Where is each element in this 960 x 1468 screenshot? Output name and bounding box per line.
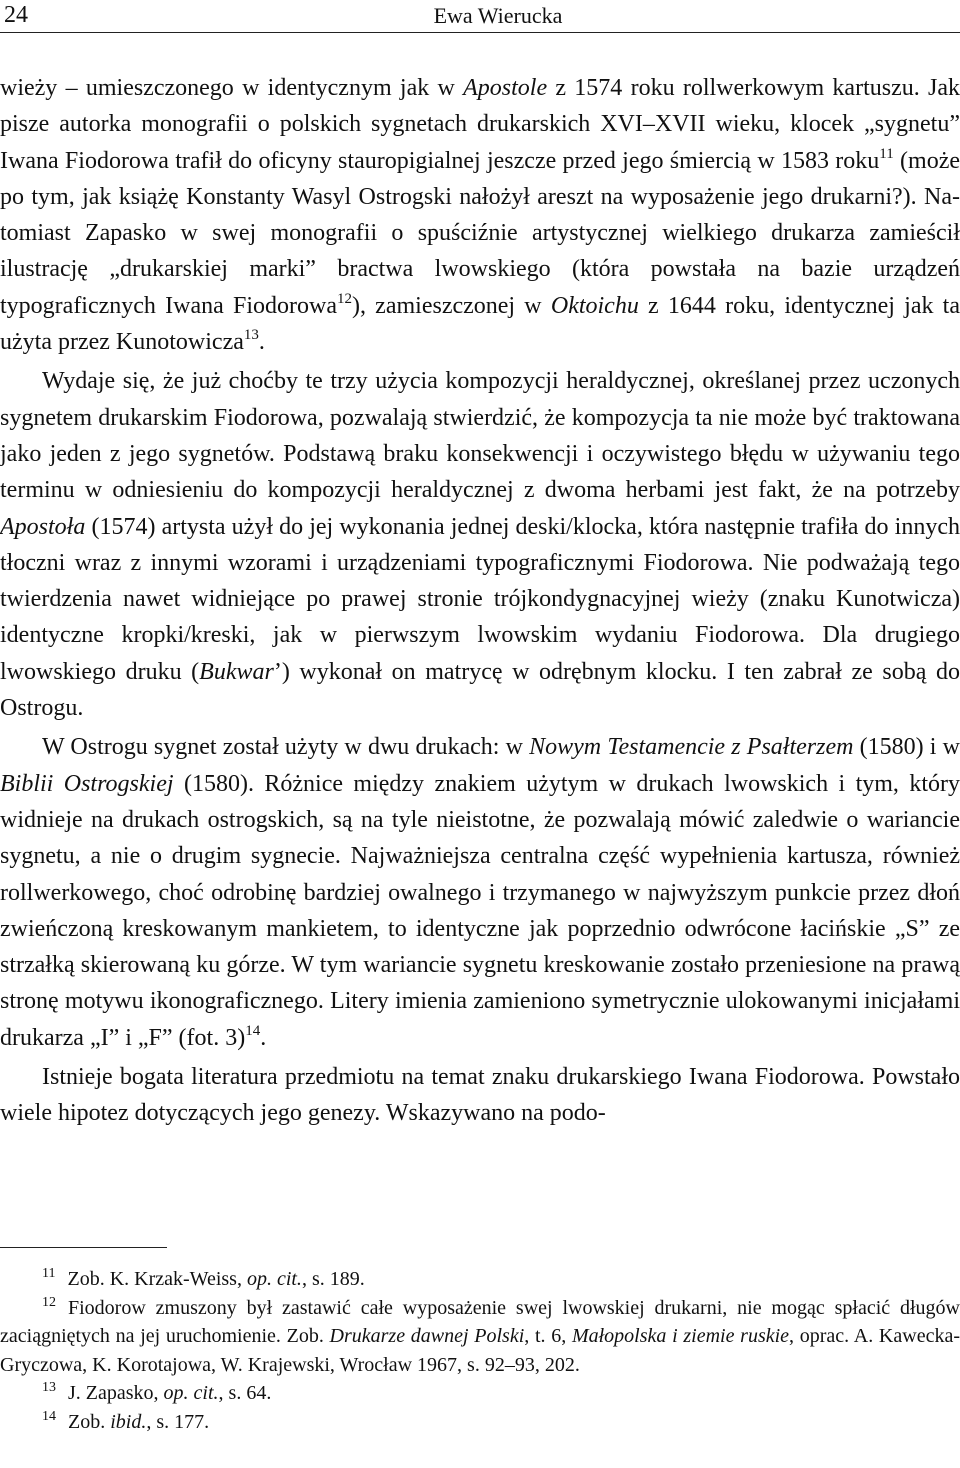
text-run: .: [260, 1024, 267, 1051]
footnote-number: 12: [42, 1294, 56, 1310]
text-run: z 1574 roku rollwerkowym kartuszu. Jak pisze autorka monografii o polskich sygnetach drukarskich XVI–XVII wieku, klocek „sygnetu” Iwana Fiodorowa trafił do oficyny stauropigialnej jeszcze przed jego śmiercią w 1583 roku: [0, 75, 960, 174]
text-run: Fiodorow zmuszony był zastawić całe wyposażenie swej lwowskiej drukarni, nie mogąc spłacić długów zaciągniętych na jej uruchomienie. Zob.: [0, 1296, 960, 1347]
footnote-number: 14: [42, 1408, 56, 1424]
paragraph-4: [0, 1059, 960, 1132]
main-text: [0, 70, 960, 1132]
italic-text: ibid.: [110, 1410, 147, 1433]
text-run: z 1644 roku, identycznej jak ta użyta przez Kunotowicza: [0, 292, 960, 356]
text-run: (1580). Różnice między znakiem użytym w drukach lwowskich i tym, który widnieje na drukach ostrogskich, są na tyle nieistotne, że pozwalają mówić zaledwie o wariancie sygnetu, a nie o drugim sygnecie. Najważniejsza centralna część wypełnienia kartusza, również rollwerkowego, choć odrobinę bardziej owalnego i trzymanego w najwyższym punkcie przez dłoń zwieńczoną kreskowanym mankietem, to identyczne jak poprzednio odwrócone łacińskie „S” ze strzałką skierowaną ku górze. W tym wariancie sygnetu kreskowanie zostało przeniesione na prawą stronę motywu ikonograficznego. Litery imienia zamieniono symetrycznie ulokowanymi inicjałami drukarza „I” i „F” (fot. 3): [0, 770, 960, 1051]
text-run: , s. 64.: [218, 1382, 272, 1404]
italic-title: Nowym Testamencie z Psałterzem: [529, 734, 854, 761]
italic-title: Apostole: [463, 75, 548, 101]
text-run: W Ostrogu sygnet został użyty w dwu drukach: w: [42, 734, 530, 761]
text-run: Zob.: [68, 1410, 111, 1433]
text-run: (1580) i w: [853, 734, 960, 761]
footnote-13: [0, 1379, 960, 1408]
italic-title: Apostoła: [0, 513, 86, 540]
running-header: [0, 0, 960, 33]
footnotes: [0, 1265, 960, 1436]
text-run: ), zamieszczonej w: [351, 292, 551, 319]
paragraph-1: [0, 70, 960, 360]
text-run: wieży – umieszczonego w identycznym jak w: [0, 75, 464, 101]
footnote-ref-13[interactable]: 13: [243, 327, 259, 344]
italic-text: op. cit.: [163, 1382, 219, 1404]
footnote-ref-11[interactable]: 11: [879, 145, 894, 162]
text-run: .: [258, 329, 265, 356]
italic-text: Małopolska i ziemie ruskie: [571, 1325, 790, 1347]
footnote-number: 13: [42, 1380, 56, 1395]
footnote-14: [0, 1408, 960, 1437]
running-head-author: Ewa Wierucka: [433, 3, 563, 28]
text-run: Wydaje się, że już choćby te trzy użycia kompozycji heraldycznej, określanej przez uczonych sygnetem drukarskim Fiodorowa, pozwalają stwierdzić, że kompozycja ta nie może być traktowana jako jeden z jego sygnetów. Podstawą braku konsekwencji i oczywistego błędu w używaniu tego terminu w odniesieniu do kompozycji heraldycznej z dwoma herbami jest fakt, że na potrzeby: [0, 368, 960, 504]
text-run: (może po tym, jak książę Konstanty Wasyl Ostrogski nałożył areszt na wyposażenie jego drukarni?). Natomiast Zapasko w swej monografii o spuściźnie artystycznej wielkiego drukarza zamieścił ilustrację „drukarskiej marki” bractwa lwowskiego (która powstała na bazie urządzeń typograficznych Iwana Fiodorowa: [0, 147, 960, 319]
text-run: , oprac. A. Kawecka-Gryczowa, K. Korotajowa, W. Krajewski, Wrocław 1967, s. 92–93, 202.: [0, 1325, 960, 1376]
text-run: , s. 177.: [146, 1410, 210, 1433]
text-run: ’) wykonał on matrycę w odrębnym klocku. I ten zabrał ze sobą do Ostrogu.: [0, 658, 960, 722]
text-run: , t. 6,: [524, 1325, 572, 1347]
text-run: , s. 189.: [301, 1268, 365, 1290]
footnote-number: 11: [42, 1266, 56, 1281]
text-run: Zob. K. Krzak-Weiss,: [67, 1268, 247, 1290]
italic-text: Drukarze dawnej Polski: [329, 1325, 525, 1347]
text-run: J. Zapasko,: [68, 1382, 164, 1404]
italic-title: Bukwar: [199, 658, 274, 685]
paragraph-2: [0, 363, 960, 726]
italic-title: Biblii Ostrogskiej: [0, 770, 174, 797]
text-run: Istnieje bogata literatura przedmiotu na temat znaku drukarskiego Iwana Fiodorowa. Powstało wiele hipotez dotyczących jego genezy. Wskazywano na podo-: [0, 1064, 960, 1127]
footnote-ref-14[interactable]: 14: [245, 1022, 261, 1039]
footnote-12: [0, 1294, 960, 1380]
footnote-11: [0, 1265, 960, 1294]
footnote-ref-12[interactable]: 12: [336, 290, 352, 307]
page-number: 24: [4, 2, 28, 28]
italic-text: op. cit.: [246, 1268, 302, 1290]
paragraph-3: [0, 729, 960, 1056]
footnote-rule: [0, 1247, 167, 1248]
italic-title: Oktoichu: [550, 292, 639, 319]
text-run: (1574) artysta użył do jej wykonania jednej deski/klocka, która następnie trafiła do innych tłoczni wraz z innymi wzorami i urządzeniami typograficznymi Fiodorowa. Nie podważają tego twierdzenia nawet widniejące po prawej stronie trójkondygnacyjnej wieży (znaku Kunotwicza) identyczne kropki/kreski, jak w pierwszym lwowskim wydaniu Fiodorowa. Dla drugiego lwowskiego druku (: [0, 513, 960, 685]
